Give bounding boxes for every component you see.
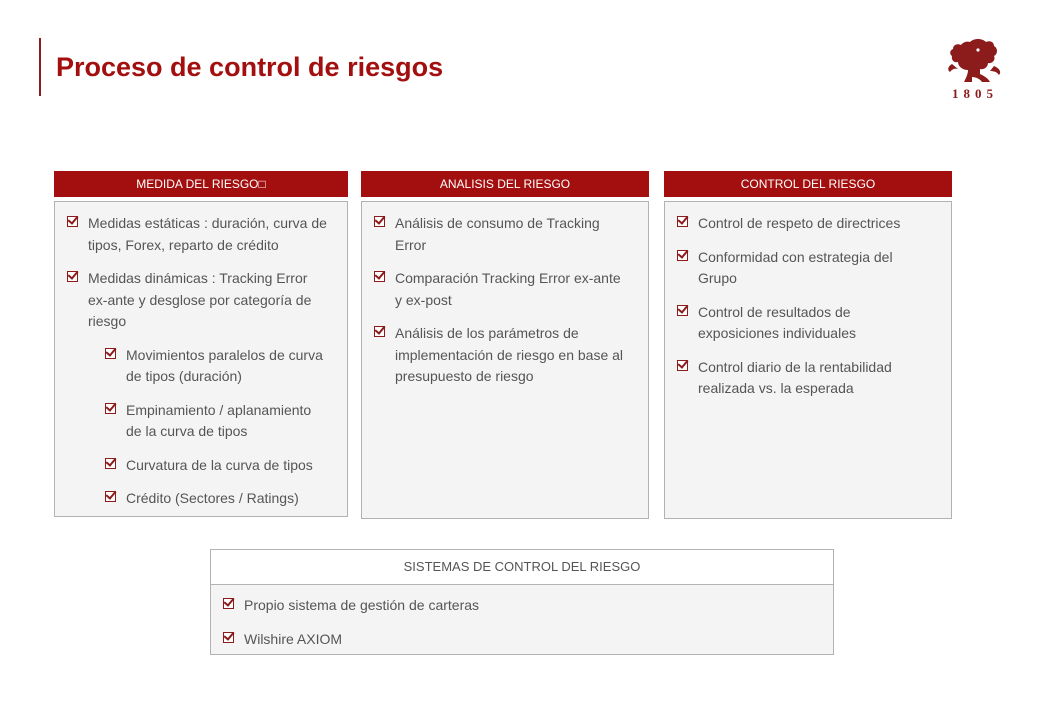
checkbox-icon (67, 271, 78, 282)
list-item: Conformidad con estrategia del Grupo (665, 247, 951, 290)
sistemas-list (211, 585, 833, 650)
sistemas-header: SISTEMAS DE CONTROL DEL RIESGO (211, 550, 833, 585)
checkbox-icon (677, 360, 688, 371)
list-subitem: Crédito (Sectores / Ratings) (55, 488, 347, 510)
checkbox-icon (374, 216, 385, 227)
list-item: Medidas dinámicas : Tracking Error ex-ante y desglose por categoría de riesgo (55, 268, 347, 333)
list-subitem: Empinamiento / aplanamiento de la curva de tipos (55, 400, 347, 443)
list-item: Control de respeto de directrices (665, 213, 951, 235)
column-analisis-riesgo (361, 171, 649, 519)
column-medida-riesgo (54, 171, 348, 517)
checkbox-icon (677, 305, 688, 316)
checkbox-icon (105, 348, 116, 359)
checkbox-icon (105, 403, 116, 414)
list-subitem: Movimientos paralelos de curva de tipos (duración) (55, 345, 347, 388)
company-logo (944, 36, 1006, 102)
checkbox-icon (223, 632, 234, 643)
list-item: Control diario de la rentabilidad realizada vs. la esperada (665, 357, 951, 400)
list-item: Análisis de los parámetros de implementación de riesgo en base al presupuesto de riesgo (362, 323, 648, 388)
column-header: MEDIDA DEL RIESGO□ (54, 171, 348, 197)
list-item: Comparación Tracking Error ex-ante y ex-post (362, 268, 648, 311)
checkbox-icon (677, 250, 688, 261)
checkbox-icon (677, 216, 688, 227)
list-subitem: Curvatura de la curva de tipos (55, 455, 347, 477)
checkbox-icon (105, 458, 116, 469)
logo-year: 1805 (952, 86, 998, 101)
list-item: Propio sistema de gestión de carteras (211, 595, 833, 617)
checkbox-icon (374, 271, 385, 282)
column-control-riesgo (664, 171, 952, 519)
title-accent-bar (39, 38, 41, 96)
checkbox-icon (374, 326, 385, 337)
column-box (54, 201, 348, 517)
sistemas-control-box (210, 549, 834, 655)
checkbox-icon (67, 216, 78, 227)
lion-icon (944, 36, 1006, 86)
list-item: Wilshire AXIOM (211, 629, 833, 651)
page-title: Proceso de control de riesgos (56, 52, 444, 82)
list-item: Control de resultados de exposiciones individuales (665, 302, 951, 345)
column-box (361, 201, 649, 519)
column-header: CONTROL DEL RIESGO (664, 171, 952, 197)
column-header: ANALISIS DEL RIESGO (361, 171, 649, 197)
column-box (664, 201, 952, 519)
checkbox-icon (223, 598, 234, 609)
checkbox-icon (105, 491, 116, 502)
list-item: Análisis de consumo de Tracking Error (362, 213, 648, 256)
list-item: Medidas estáticas : duración, curva de tipos, Forex, reparto de crédito (55, 213, 347, 256)
